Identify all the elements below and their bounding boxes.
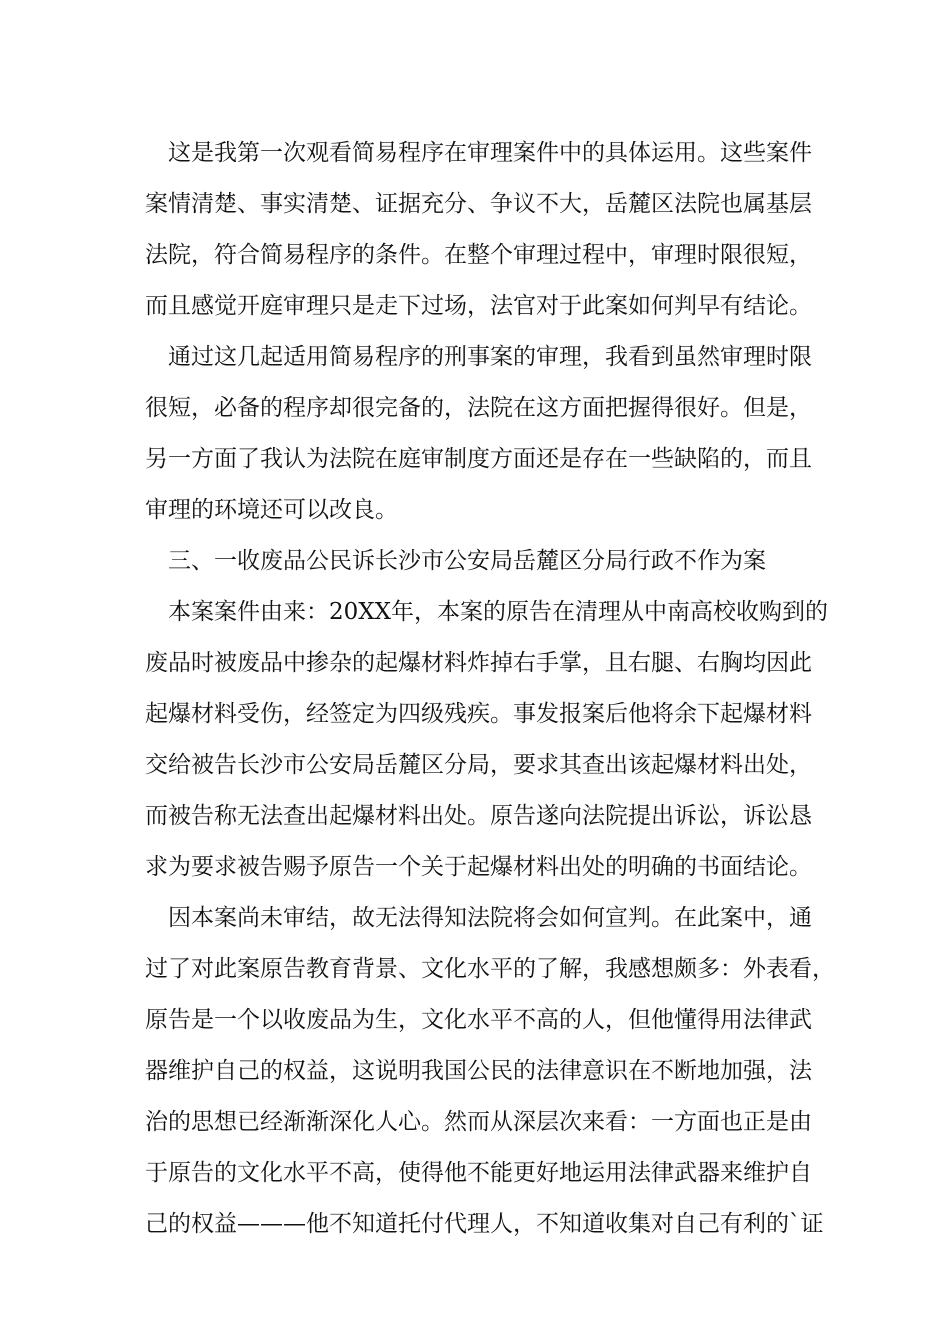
paragraph-2	[145, 332, 835, 536]
section-heading	[145, 536, 835, 587]
text-line: 原告是一个以收废品为生，文化水平不高的人，但他懂得用法律武	[145, 1007, 812, 1033]
text-line: 废品时被废品中掺杂的起爆材料炸掉右手掌，且右腿、右胸均因此	[145, 650, 812, 676]
text-line: 于原告的文化水平不高，使得他不能更好地运用法律武器来维护自	[145, 1160, 812, 1186]
text-line: 而被告称无法查出起爆材料出处。原告遂向法院提出诉讼，诉讼恳	[145, 803, 812, 829]
text-line: 本案案件由来：20XX年，本案的原告在清理从中南高校收购到的	[145, 599, 829, 625]
paragraph-1	[145, 128, 835, 332]
section-heading-text: 三、一收废品公民诉长沙市公安局岳麓区分局行政不作为案	[145, 548, 766, 574]
document-body	[145, 128, 835, 1250]
text-line: 因本案尚未审结，故无法得知法院将会如何宣判。在此案中，通	[145, 905, 812, 931]
text-line: 通过这几起适用简易程序的刑事案的审理，我看到虽然审理时限	[145, 344, 812, 370]
text-line: 审理的环境还可以改良。	[145, 497, 398, 523]
paragraph-3	[145, 587, 835, 893]
text-line: 器维护自己的权益，这说明我国公民的法律意识在不断地加强，法	[145, 1058, 812, 1084]
text-line: 治的思想已经渐渐深化人心。然而从深层次来看：一方面也正是由	[145, 1109, 812, 1135]
text-line: 案情清楚、事实清楚、证据充分、争议不大，岳麓区法院也属基层	[145, 191, 812, 217]
text-line: 己的权益———他不知道托付代理人，不知道收集对自己有利的`证	[145, 1211, 824, 1237]
text-line: 很短，必备的程序却很完备的，法院在这方面把握得很好。但是，	[145, 395, 812, 421]
text-line: 起爆材料受伤，经签定为四级残疾。事发报案后他将余下起爆材料	[145, 701, 812, 727]
paragraph-4	[145, 893, 835, 1250]
text-line: 而且感觉开庭审理只是走下过场，法官对于此案如何判早有结论。	[145, 293, 812, 319]
text-line: 过了对此案原告教育背景、文化水平的了解，我感想颇多：外表看，	[145, 956, 835, 982]
text-line: 交给被告长沙市公安局岳麓区分局，要求其查出该起爆材料出处，	[145, 752, 812, 778]
text-line: 求为要求被告赐予原告一个关于起爆材料出处的明确的书面结论。	[145, 854, 812, 880]
text-line: 法院，符合简易程序的条件。在整个审理过程中，审理时限很短，	[145, 242, 812, 268]
text-line: 另一方面了我认为法院在庭审制度方面还是存在一些缺陷的，而且	[145, 446, 812, 472]
text-line: 这是我第一次观看简易程序在审理案件中的具体运用。这些案件	[145, 140, 812, 166]
